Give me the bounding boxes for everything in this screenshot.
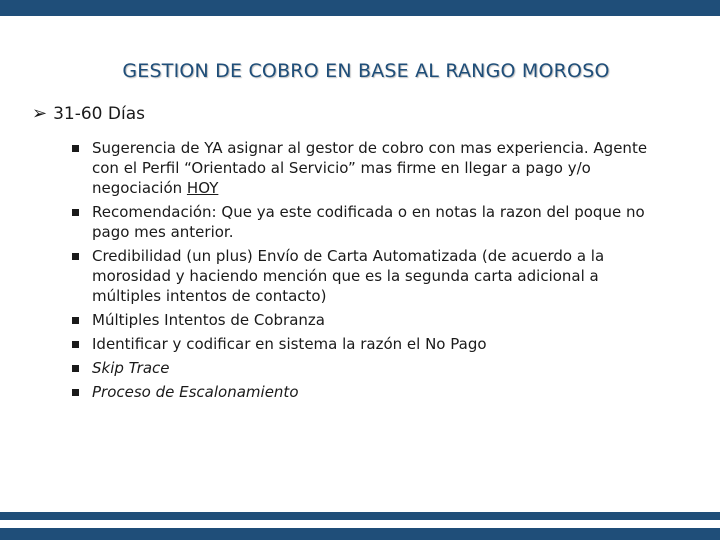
list-item xyxy=(72,382,672,402)
list-item xyxy=(72,138,672,198)
arrow-right-icon: ➢ xyxy=(32,103,48,124)
section-heading xyxy=(32,104,145,124)
bottom-border-bar-thick xyxy=(0,528,720,540)
list-item xyxy=(72,246,672,306)
item-text: Recomendación: Que ya este codificada o en notas la razon del poque no pago mes anterior. xyxy=(92,203,645,241)
item-text: Proceso de Escalonamiento xyxy=(92,383,299,401)
list-item xyxy=(72,358,672,378)
bullet-list xyxy=(72,138,672,406)
item-text: Credibilidad (un plus) Envío de Carta Automatizada (de acuerdo a la morosidad y haciendo mención que es la segunda carta adicional a múltiples intentos de contacto) xyxy=(92,247,605,305)
item-text: Sugerencia de YA asignar al gestor de cobro con mas experiencia. Agente con el Perfil “Orientado al Servicio” mas firme en llegar a pago y/o negociación xyxy=(92,139,648,197)
item-text: Múltiples Intentos de Cobranza xyxy=(92,311,325,329)
square-bullet-icon xyxy=(72,317,79,324)
top-border-bar xyxy=(0,0,720,16)
square-bullet-icon xyxy=(72,145,79,152)
square-bullet-icon xyxy=(72,341,79,348)
square-bullet-icon xyxy=(72,209,79,216)
list-item xyxy=(72,310,672,330)
item-text: Identificar y codificar en sistema la razón el No Pago xyxy=(92,335,487,353)
square-bullet-icon xyxy=(72,365,79,372)
list-item xyxy=(72,202,672,242)
bottom-border-bar xyxy=(0,512,720,520)
item-emphasis: HOY xyxy=(186,179,219,197)
section-label: 31-60 Días xyxy=(53,104,145,124)
item-text: Skip Trace xyxy=(92,359,170,377)
square-bullet-icon xyxy=(72,253,79,260)
list-item xyxy=(72,334,672,354)
square-bullet-icon xyxy=(72,389,79,396)
slide-title: GESTION DE COBRO EN BASE AL RANGO MOROSO xyxy=(122,60,610,82)
